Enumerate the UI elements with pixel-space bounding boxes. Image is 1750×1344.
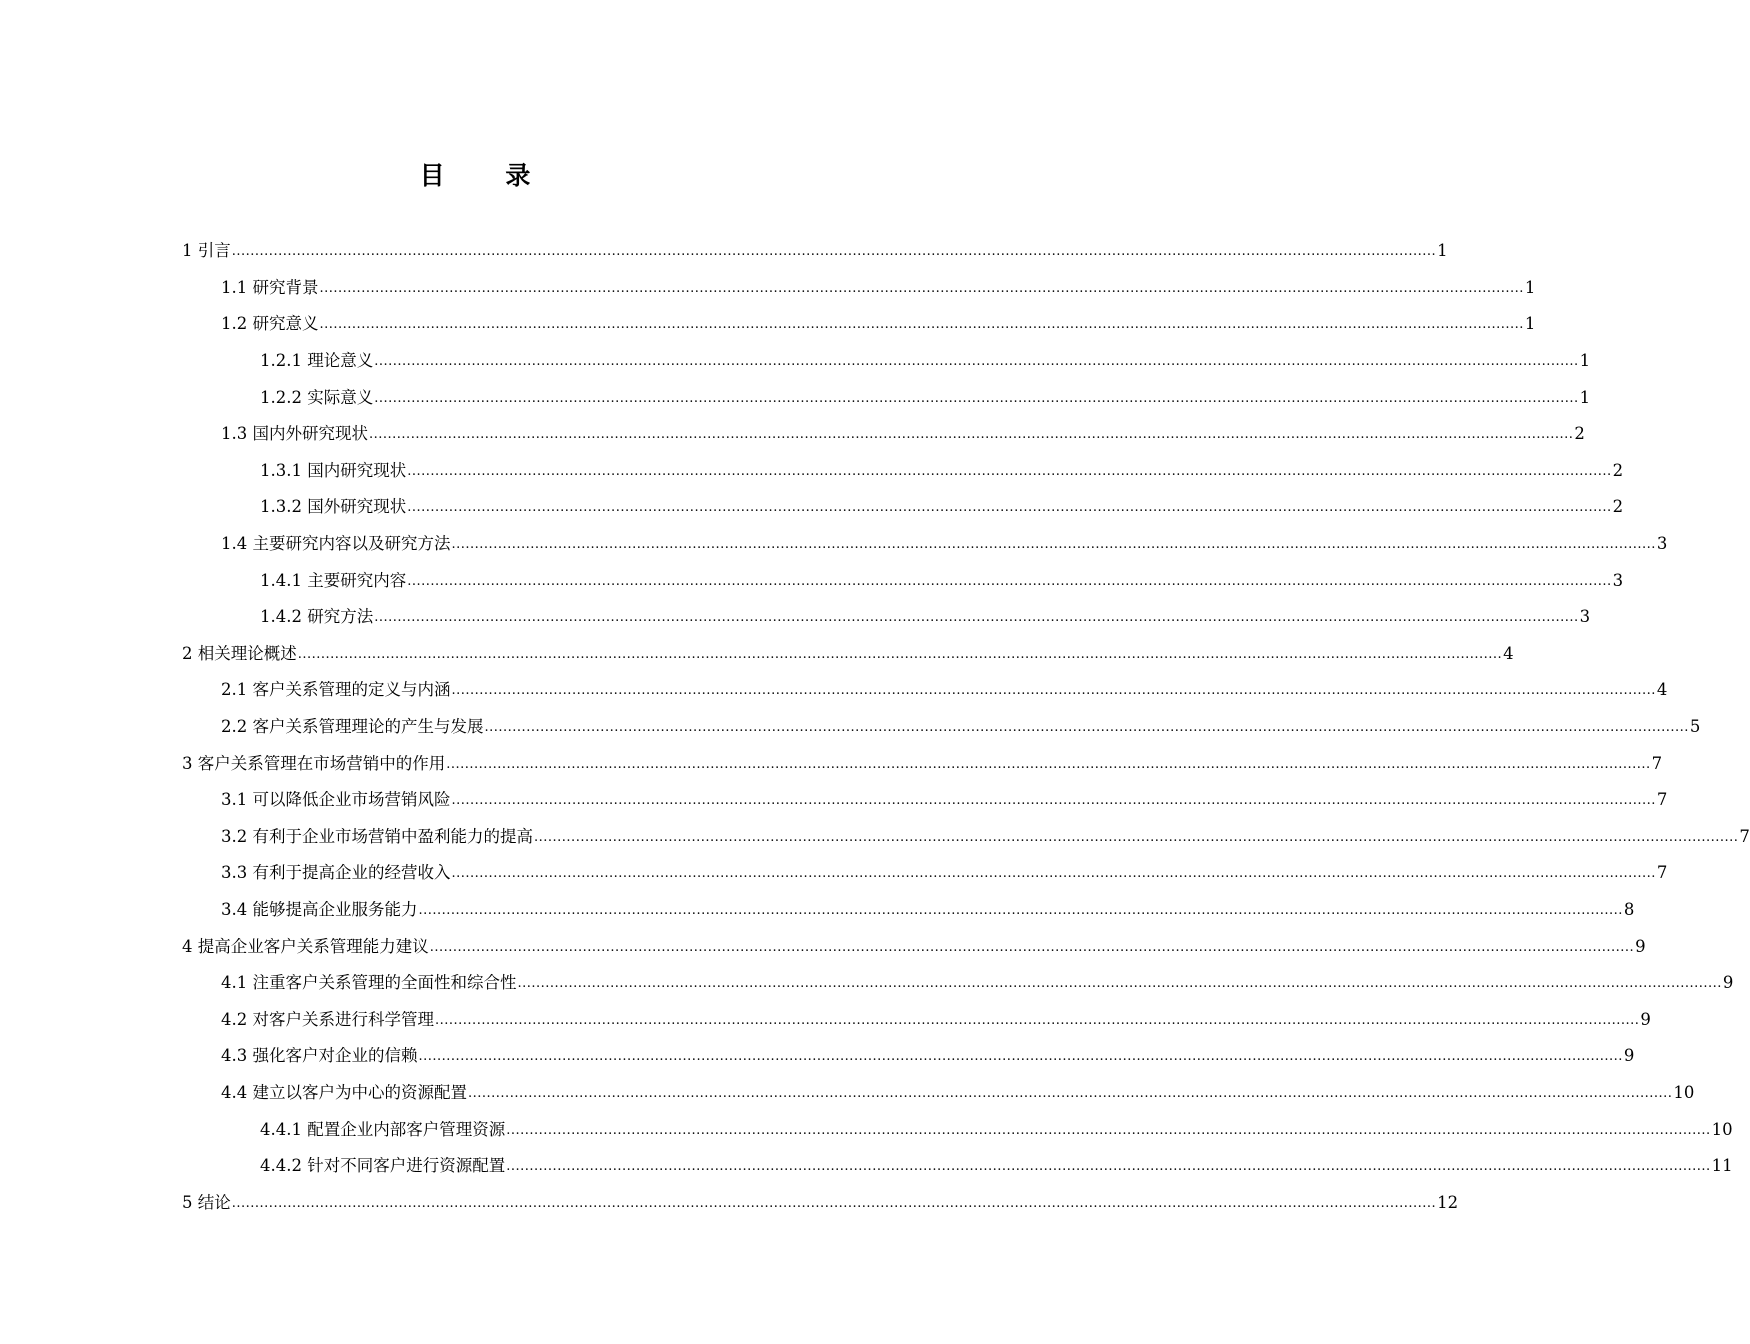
- toc-entry-page-number: 12: [1437, 1192, 1459, 1212]
- toc-entry-page-number: 1: [1579, 387, 1591, 407]
- toc-entry-page-number: 7: [1656, 863, 1668, 883]
- toc-dot-leader: ....................................................................................................................................................................................................................................................................: [319, 317, 1524, 333]
- toc-entry[interactable]: [182, 343, 1591, 380]
- toc-dot-leader: ....................................................................................................................................................................................................................................................................: [506, 1159, 1711, 1175]
- toc-dot-leader: ....................................................................................................................................................................................................................................................................: [231, 244, 1437, 260]
- toc-entry-label: 4 提高企业客户关系管理能力建议: [182, 936, 429, 956]
- toc-dot-leader: ....................................................................................................................................................................................................................................................................: [506, 1122, 1711, 1138]
- toc-entry-label: 3.2 有利于企业市场营销中盈利能力的提高: [221, 826, 533, 846]
- toc-entry-page-number: 2: [1574, 424, 1585, 444]
- toc-entry[interactable]: [182, 928, 1646, 965]
- toc-dot-leader: ....................................................................................................................................................................................................................................................................: [374, 390, 1579, 406]
- toc-dot-leader: ....................................................................................................................................................................................................................................................................: [418, 902, 1623, 918]
- toc-entry-label: 3.1 可以降低企业市场营销风险: [221, 790, 451, 810]
- toc-entry-page-number: 4: [1656, 680, 1668, 700]
- toc-entry[interactable]: [182, 1111, 1733, 1148]
- toc-entry-page-number: 3: [1612, 570, 1624, 590]
- toc-dot-leader: ....................................................................................................................................................................................................................................................................: [534, 829, 1739, 845]
- toc-entry-label: 4.4.2 针对不同客户进行资源配置: [260, 1156, 506, 1176]
- toc-entry-page-number: 10: [1711, 1119, 1733, 1139]
- toc-dot-leader: ....................................................................................................................................................................................................................................................................: [429, 939, 1635, 955]
- toc-dot-leader: ....................................................................................................................................................................................................................................................................: [446, 756, 1651, 772]
- toc-dot-leader: ....................................................................................................................................................................................................................................................................: [369, 427, 1574, 443]
- toc-entry-label: 1.2 研究意义: [221, 314, 319, 334]
- toc-entry-page-number: 3: [1656, 534, 1668, 554]
- toc-entry[interactable]: [182, 379, 1591, 416]
- toc-entry-label: 2 相关理论概述: [182, 643, 297, 663]
- toc-entry-page-number: 4: [1503, 643, 1514, 663]
- toc-entry-page-number: 3: [1579, 607, 1591, 627]
- toc-entry-label: 5 结论: [182, 1192, 231, 1212]
- toc-entry[interactable]: [182, 1148, 1733, 1185]
- toc-entry-page-number: 10: [1673, 1082, 1695, 1102]
- toc-entry[interactable]: [182, 855, 1668, 892]
- toc-entry-label: 1.3.2 国外研究现状: [260, 497, 407, 517]
- toc-dot-leader: ....................................................................................................................................................................................................................................................................: [451, 683, 1656, 699]
- toc-entry-page-number: 11: [1711, 1156, 1733, 1176]
- toc-dot-leader: ....................................................................................................................................................................................................................................................................: [231, 1195, 1437, 1211]
- toc-entry-page-number: 1: [1524, 277, 1536, 297]
- toc-entry-label: 1.2.2 实际意义: [260, 387, 374, 407]
- toc-entry-label: 1 引言: [182, 241, 231, 261]
- toc-entry-page-number: 2: [1612, 497, 1624, 517]
- toc-title: 目 录: [419, 161, 557, 190]
- toc-entry-label: 3.3 有利于提高企业的经营收入: [221, 863, 451, 883]
- toc-entry-page-number: 1: [1524, 314, 1536, 334]
- toc-entry[interactable]: [182, 1038, 1635, 1075]
- toc-entry[interactable]: [182, 453, 1624, 490]
- toc-entry[interactable]: [182, 745, 1663, 782]
- toc-entry-label: 1.4.2 研究方法: [260, 607, 374, 627]
- toc-entry[interactable]: [182, 672, 1668, 709]
- toc-entry-page-number: 7: [1656, 790, 1668, 810]
- toc-entry[interactable]: [182, 709, 1701, 746]
- toc-entry-label: 4.3 强化客户对企业的信赖: [221, 1046, 418, 1066]
- toc-entry[interactable]: [182, 270, 1536, 307]
- toc-dot-leader: ....................................................................................................................................................................................................................................................................: [435, 1012, 1640, 1028]
- toc-entry-page-number: 9: [1722, 973, 1734, 993]
- toc-entry-label: 3 客户关系管理在市场营销中的作用: [182, 753, 446, 773]
- toc-entry-label: 2.2 客户关系管理理论的产生与发展: [221, 717, 484, 737]
- toc-entry-label: 1.4 主要研究内容以及研究方法: [221, 534, 451, 554]
- toc-entry[interactable]: [182, 526, 1668, 563]
- toc-dot-leader: ....................................................................................................................................................................................................................................................................: [451, 866, 1656, 882]
- toc-entry-page-number: 7: [1651, 753, 1663, 773]
- toc-entry[interactable]: [182, 233, 1448, 270]
- toc-dot-leader: ....................................................................................................................................................................................................................................................................: [407, 463, 1612, 479]
- toc-entry-label: 4.1 注重客户关系管理的全面性和综合性: [221, 973, 517, 993]
- toc-entry-label: 1.4.1 主要研究内容: [260, 570, 407, 590]
- toc-entry-page-number: 1: [1437, 241, 1448, 261]
- toc-entry-label: 4.2 对客户关系进行科学管理: [221, 1009, 434, 1029]
- toc-dot-leader: ....................................................................................................................................................................................................................................................................: [484, 720, 1689, 736]
- toc-entry-page-number: 9: [1640, 1009, 1651, 1029]
- toc-entry-label: 1.1 研究背景: [221, 277, 319, 297]
- toc-entry-label: 1.3 国内外研究现状: [221, 424, 368, 444]
- toc-entry-label: 4.4.1 配置企业内部客户管理资源: [260, 1119, 506, 1139]
- toc-entry[interactable]: [182, 782, 1668, 819]
- toc-dot-leader: ....................................................................................................................................................................................................................................................................: [451, 793, 1656, 809]
- toc-entry[interactable]: [182, 892, 1635, 929]
- toc-entry-page-number: 1: [1579, 351, 1591, 371]
- toc-entry-label: 1.2.1 理论意义: [260, 351, 374, 371]
- toc-dot-leader: ....................................................................................................................................................................................................................................................................: [374, 610, 1579, 626]
- toc-entry[interactable]: [182, 965, 1734, 1002]
- toc-entry[interactable]: [182, 416, 1585, 453]
- toc-entry[interactable]: [182, 1075, 1695, 1112]
- toc-entry-page-number: 7: [1739, 826, 1750, 846]
- toc-entry-label: 3.4 能够提高企业服务能力: [221, 899, 418, 919]
- toc-entry[interactable]: [182, 819, 1750, 856]
- toc-entry-page-number: 9: [1623, 1046, 1635, 1066]
- toc-entry[interactable]: [182, 562, 1624, 599]
- toc-dot-leader: ....................................................................................................................................................................................................................................................................: [407, 573, 1612, 589]
- toc-entry[interactable]: [182, 636, 1514, 673]
- toc-dot-leader: ....................................................................................................................................................................................................................................................................: [374, 354, 1579, 370]
- table-of-contents: [182, 233, 1750, 1221]
- toc-entry-page-number: 9: [1635, 936, 1646, 956]
- toc-dot-leader: ....................................................................................................................................................................................................................................................................: [468, 1085, 1673, 1101]
- toc-dot-leader: ....................................................................................................................................................................................................................................................................: [418, 1049, 1623, 1065]
- toc-entry[interactable]: [182, 306, 1536, 343]
- toc-entry-page-number: 8: [1623, 899, 1635, 919]
- toc-entry[interactable]: [182, 489, 1624, 526]
- toc-dot-leader: ....................................................................................................................................................................................................................................................................: [407, 500, 1612, 516]
- toc-entry-label: 4.4 建立以客户为中心的资源配置: [221, 1082, 467, 1102]
- toc-entry[interactable]: [182, 1184, 1459, 1221]
- toc-entry-page-number: 2: [1612, 460, 1624, 480]
- toc-entry[interactable]: [182, 1001, 1651, 1038]
- toc-dot-leader: ....................................................................................................................................................................................................................................................................: [451, 537, 1656, 553]
- toc-entry-label: 2.1 客户关系管理的定义与内涵: [221, 680, 451, 700]
- toc-dot-leader: ....................................................................................................................................................................................................................................................................: [319, 280, 1524, 296]
- toc-dot-leader: ....................................................................................................................................................................................................................................................................: [297, 646, 1503, 662]
- toc-dot-leader: ....................................................................................................................................................................................................................................................................: [517, 976, 1722, 992]
- toc-entry[interactable]: [182, 599, 1591, 636]
- toc-entry-page-number: 5: [1689, 717, 1701, 737]
- toc-entry-label: 1.3.1 国内研究现状: [260, 460, 407, 480]
